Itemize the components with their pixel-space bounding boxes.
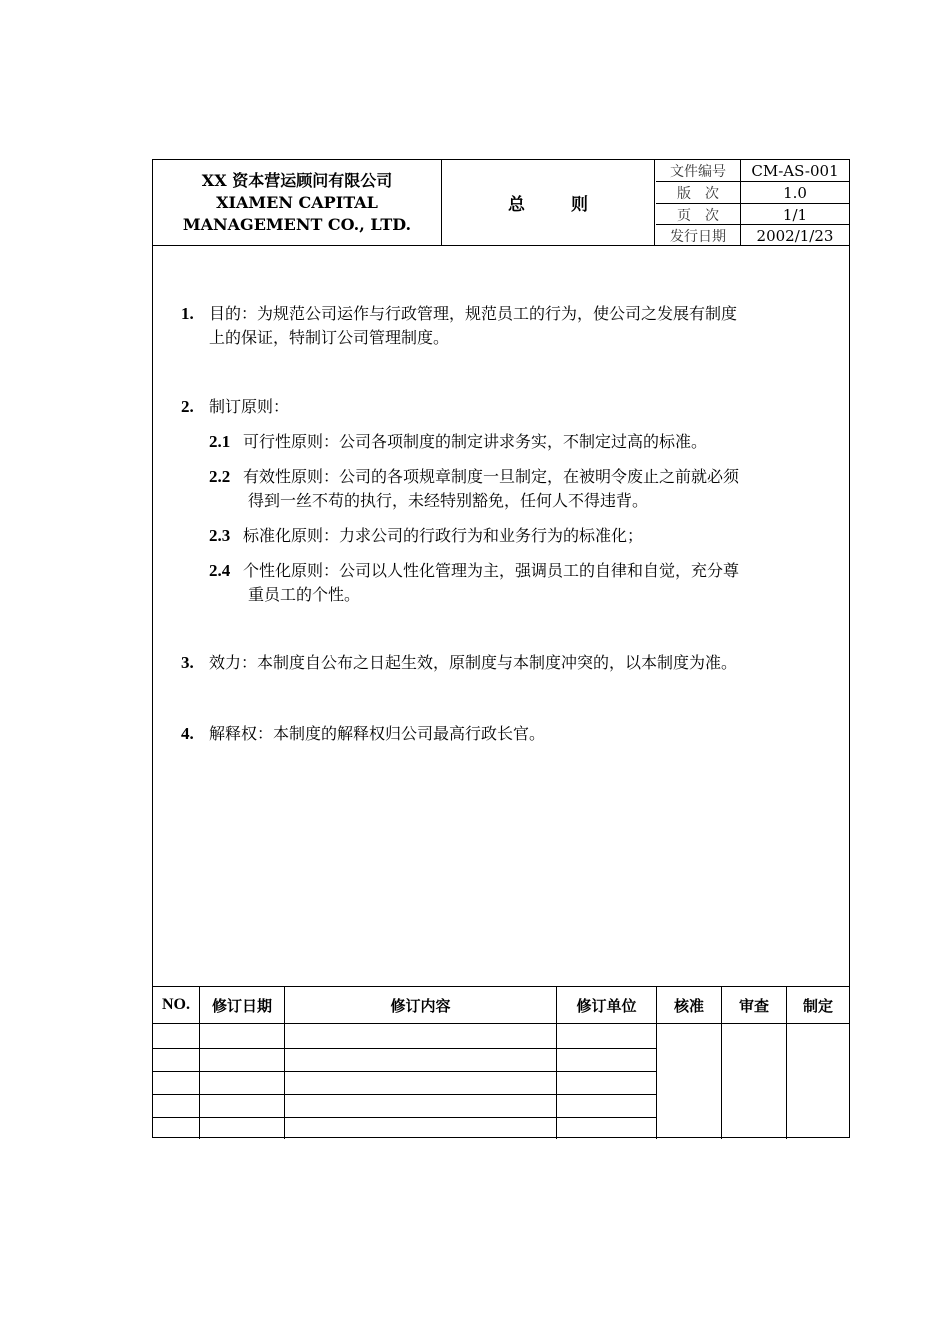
meta-label: 页 次 [656, 204, 741, 225]
subsection-number: 2.4 [209, 561, 231, 580]
document-meta [656, 160, 849, 245]
company-name-en-line1: XIAMEN CAPITAL [216, 192, 378, 212]
subsection-standardization [153, 524, 849, 550]
subsection-text-line1: 有效性原则：公司的各项规章制度一旦制定，在被明令废止之前就必须 [243, 467, 740, 486]
section-number: 4. [181, 724, 194, 743]
column-header-prepare: 制定 [802, 996, 833, 1015]
subsection-text-line1: 个性化原则：公司以人性化管理为主，强调员工的自律和自觉，充分尊 [243, 561, 740, 580]
table-grid-line [199, 987, 200, 1139]
meta-row-doc-number [656, 160, 849, 181]
table-grid-line [153, 1071, 657, 1072]
column-header-review: 审查 [738, 996, 769, 1015]
column-header-revision-content: 修订内容 [390, 996, 451, 1015]
column-header-no: NO. [162, 996, 190, 1013]
table-grid-line [786, 987, 787, 1139]
meta-label: 发行日期 [656, 225, 741, 246]
section-number: 2. [181, 397, 194, 416]
table-grid-line [656, 987, 657, 1139]
table-grid-line [284, 987, 285, 1139]
subsection-text: 可行性原则：公司各项制度的制定讲求务实，不制定过高的标准。 [243, 432, 708, 451]
column-header-approve: 核准 [673, 996, 704, 1015]
table-grid-line [153, 1117, 657, 1118]
revision-table [153, 986, 849, 1139]
section-text: 制订原则： [209, 397, 290, 416]
subsection-feasibility [153, 430, 849, 456]
subsection-text-line2: 重员工的个性。 [248, 585, 361, 604]
column-header-revision-date: 修订日期 [211, 996, 272, 1015]
document-title: 总则 [442, 160, 655, 245]
document-frame [152, 159, 850, 1138]
subsection-personalization [153, 559, 849, 609]
section-effect [153, 651, 849, 677]
section-number: 1. [181, 304, 194, 323]
subsection-text: 标准化原则：力求公司的行政行为和业务行为的标准化； [243, 526, 644, 545]
subsection-number: 2.3 [209, 526, 231, 545]
table-grid-line [153, 1048, 657, 1049]
meta-value: CM-AS-001 [751, 161, 839, 180]
document-header [153, 160, 849, 246]
section-text-line2: 上的保证，特制订公司管理制度。 [209, 328, 450, 347]
meta-row-issue-date [656, 224, 849, 246]
section-interpretation [153, 722, 849, 748]
company-name-cn: XX 资本营运顾问有限公司 [201, 170, 393, 190]
meta-row-version [656, 181, 849, 203]
section-text: 解释权：本制度的解释权归公司最高行政长官。 [209, 724, 546, 743]
meta-value: 2002/1/23 [756, 226, 834, 245]
meta-label: 文件编号 [656, 160, 741, 181]
subsection-effectiveness [153, 465, 849, 515]
section-principles [153, 395, 849, 421]
subsection-text-line2: 得到一丝不苟的执行，未经特别豁免，任何人不得违背。 [248, 491, 649, 510]
company-name-en-line2: MANAGEMENT CO., LTD. [182, 214, 412, 234]
table-grid-line [556, 987, 557, 1139]
meta-value: 1/1 [782, 205, 808, 224]
table-grid-line [721, 987, 722, 1139]
meta-value: 1.0 [783, 183, 807, 202]
column-header-revision-unit: 修订单位 [576, 996, 637, 1015]
company-name-block [153, 160, 442, 245]
section-purpose [153, 302, 849, 352]
section-text-line1: 目的：为规范公司运作与行政管理，规范员工的行为，使公司之发展有制度 [209, 304, 738, 323]
table-grid-line [153, 1094, 657, 1095]
section-text: 效力：本制度自公布之日起生效，原制度与本制度冲突的，以本制度为准。 [209, 653, 738, 672]
subsection-number: 2.1 [209, 432, 231, 451]
meta-row-page [656, 203, 849, 225]
section-number: 3. [181, 653, 194, 672]
meta-label: 版 次 [656, 182, 741, 203]
table-grid-line [153, 1023, 849, 1024]
subsection-number: 2.2 [209, 467, 231, 486]
